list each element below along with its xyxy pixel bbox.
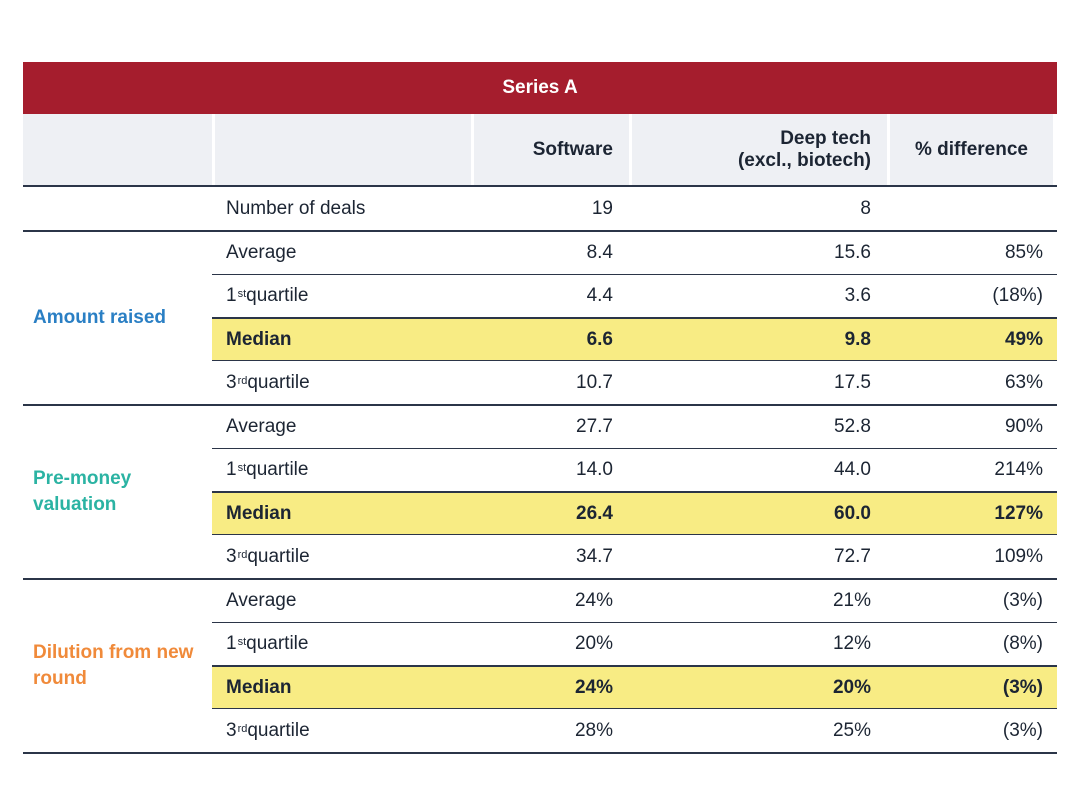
table-row bbox=[212, 535, 1057, 578]
row-label: Average bbox=[226, 242, 297, 263]
row-deeptech: 60.0 bbox=[834, 502, 871, 524]
header-deep-tech bbox=[629, 114, 887, 185]
row-deeptech: 52.8 bbox=[834, 416, 871, 437]
section-title: Pre-money valuation bbox=[33, 468, 132, 515]
table-row bbox=[212, 406, 1057, 449]
row-deeptech: 9.8 bbox=[844, 328, 871, 350]
row-deeptech: 72.7 bbox=[834, 545, 871, 567]
table-row bbox=[212, 666, 1057, 709]
table-row bbox=[212, 275, 1057, 318]
header-deep-tech-line2: (excl., biotech) bbox=[737, 149, 871, 171]
row-label: Median bbox=[226, 328, 292, 350]
section-rows bbox=[212, 232, 1057, 404]
series-a-table bbox=[23, 62, 1057, 754]
row-label-superscript: st bbox=[237, 462, 247, 474]
deals-row bbox=[23, 187, 1057, 232]
row-deeptech: 3.6 bbox=[844, 285, 871, 306]
row-diff: (8%) bbox=[1002, 633, 1043, 654]
table-row bbox=[212, 492, 1057, 535]
row-diff: (18%) bbox=[992, 285, 1043, 306]
row-label: 1 $^{st}$ quartile bbox=[226, 285, 309, 306]
row-software: 24% bbox=[574, 676, 613, 698]
row-software: 34.7 bbox=[576, 545, 613, 567]
row-label-superscript: st bbox=[237, 288, 247, 300]
row-label: Median bbox=[226, 676, 292, 698]
header-blank-2 bbox=[212, 114, 471, 185]
row-diff: 127% bbox=[994, 502, 1043, 524]
row-software: 4.4 bbox=[586, 285, 613, 306]
section-0 bbox=[23, 232, 1057, 406]
table-row bbox=[212, 232, 1057, 275]
row-software: 26.4 bbox=[576, 502, 613, 524]
deals-diff bbox=[887, 187, 1053, 230]
row-diff: 49% bbox=[1004, 328, 1043, 350]
sections bbox=[23, 232, 1057, 754]
table-row bbox=[212, 361, 1057, 404]
column-header-row bbox=[23, 114, 1057, 187]
row-label-superscript: rd bbox=[237, 374, 248, 387]
row-deeptech: 44.0 bbox=[834, 459, 871, 480]
row-label: Average bbox=[226, 416, 297, 437]
row-software: 20% bbox=[574, 633, 613, 654]
row-software: 6.6 bbox=[586, 328, 613, 350]
header-pct-difference: % difference bbox=[887, 114, 1053, 185]
row-diff: 85% bbox=[1004, 242, 1043, 263]
row-label-superscript: rd bbox=[237, 722, 248, 735]
row-label: Median bbox=[226, 502, 292, 524]
section-title: Amount raised bbox=[33, 307, 167, 328]
row-deeptech: 20% bbox=[832, 676, 871, 698]
section-2 bbox=[23, 580, 1057, 754]
row-diff: (3%) bbox=[1002, 719, 1043, 741]
row-label-superscript: rd bbox=[237, 548, 248, 561]
section-title: Dilution from new round bbox=[33, 642, 194, 689]
table-row bbox=[212, 580, 1057, 623]
header-software: Software bbox=[471, 114, 629, 185]
row-software: 28% bbox=[574, 719, 613, 741]
row-diff: 90% bbox=[1004, 416, 1043, 437]
row-label-superscript: st bbox=[237, 636, 247, 648]
table-row bbox=[212, 709, 1057, 752]
row-label: 3 $^{rd}$ quartile bbox=[226, 719, 310, 741]
table-row bbox=[212, 318, 1057, 361]
section-rows bbox=[212, 406, 1057, 578]
row-deeptech: 21% bbox=[832, 590, 871, 611]
row-software: 8.4 bbox=[586, 242, 613, 263]
section-rows bbox=[212, 580, 1057, 752]
section-1 bbox=[23, 406, 1057, 580]
table-row bbox=[212, 623, 1057, 666]
deals-blank bbox=[23, 187, 212, 230]
row-software: 27.7 bbox=[576, 416, 613, 437]
deals-deeptech: 8 bbox=[860, 197, 871, 219]
row-label: 3 $^{rd}$ quartile bbox=[226, 371, 310, 393]
row-software: 14.0 bbox=[576, 459, 613, 480]
row-software: 24% bbox=[574, 590, 613, 611]
row-diff: 214% bbox=[994, 459, 1043, 480]
deals-software: 19 bbox=[591, 197, 613, 219]
row-deeptech: 17.5 bbox=[834, 371, 871, 393]
row-deeptech: 25% bbox=[832, 719, 871, 741]
row-label: 3 $^{rd}$ quartile bbox=[226, 545, 310, 567]
row-diff: (3%) bbox=[1002, 676, 1043, 698]
row-diff: 109% bbox=[994, 545, 1043, 567]
row-diff: 63% bbox=[1004, 371, 1043, 393]
row-diff: (3%) bbox=[1002, 590, 1043, 611]
row-label: 1 $^{st}$ quartile bbox=[226, 459, 309, 480]
row-label: Average bbox=[226, 590, 297, 611]
row-deeptech: 15.6 bbox=[834, 242, 871, 263]
deals-label: Number of deals bbox=[226, 197, 366, 219]
row-deeptech: 12% bbox=[832, 633, 871, 654]
table-row bbox=[212, 449, 1057, 492]
header-deep-tech-line1: Deep tech bbox=[780, 127, 871, 149]
table-title: Series A bbox=[23, 62, 1057, 114]
row-label: 1 $^{st}$ quartile bbox=[226, 633, 309, 654]
row-software: 10.7 bbox=[576, 371, 613, 393]
header-blank-1 bbox=[23, 114, 212, 185]
